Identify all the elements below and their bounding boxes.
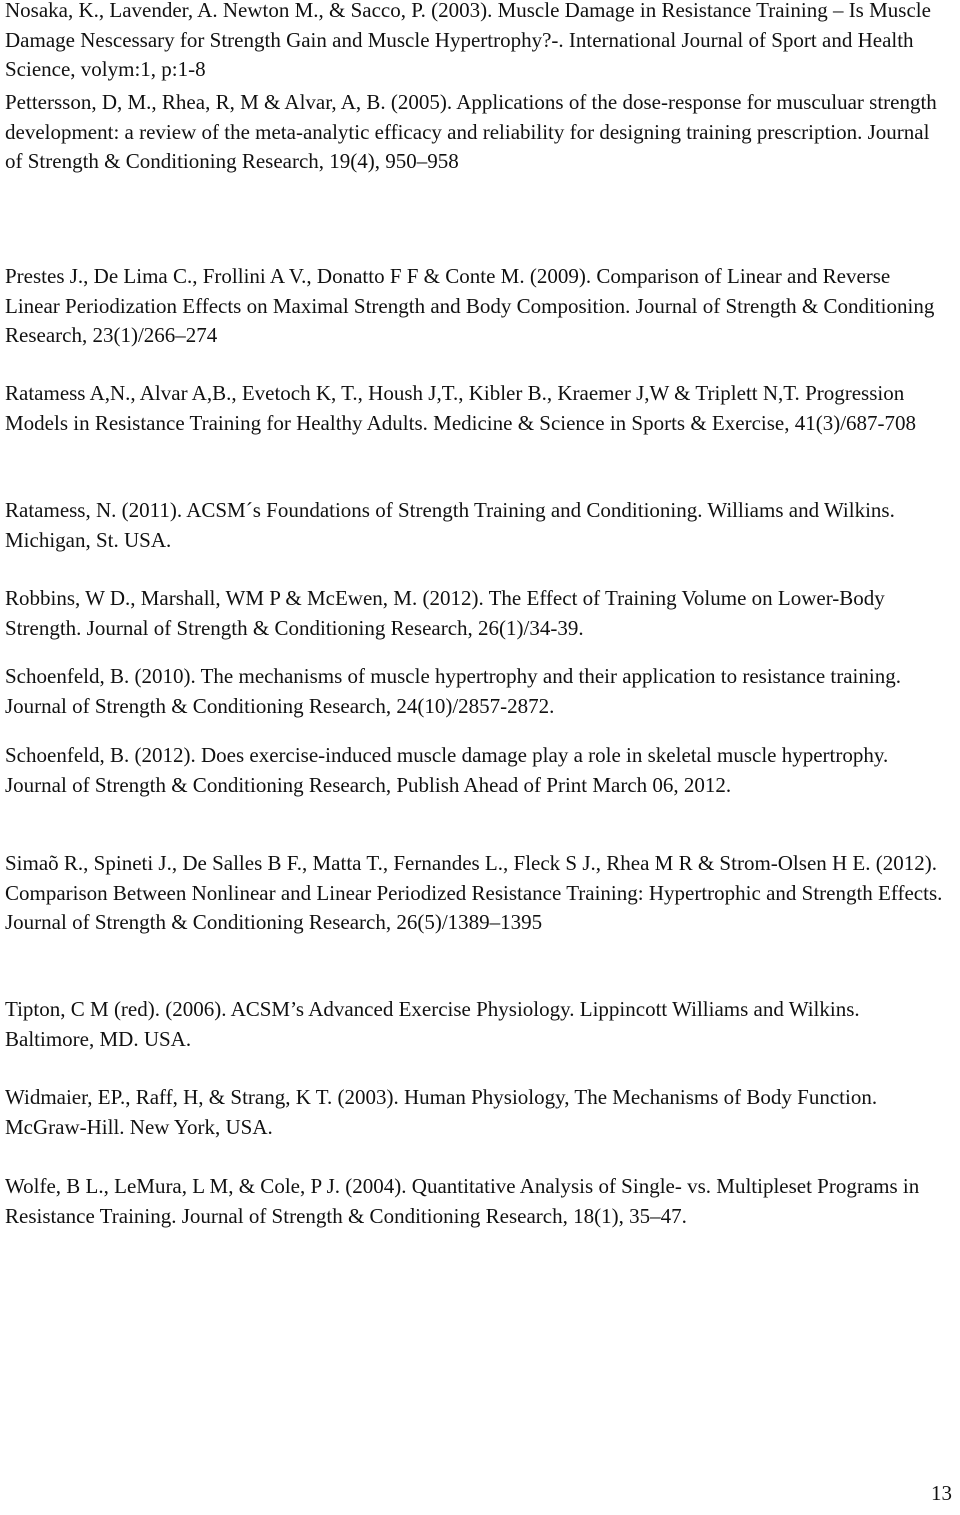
reference-entry [5, 662, 950, 721]
reference-details: Comparison of Linear and Reverse Linear Periodization Effects on Maximal Strength and Body Composition. Journal of Strength & Conditioning Research, 23(1)/266–274 [5, 264, 935, 347]
reference-entry [5, 995, 950, 1054]
reference-details: ACSM’s Advanced Exercise Physiology. Lippincott Williams and Wilkins. Baltimore, MD. USA. [5, 997, 860, 1051]
reference-details: Comparison Between Nonlinear and Linear Periodized Resistance Training: Hypertrophic and Strength Effects. Journal of Strength & Conditioning Research, 26(5)/1389–1395 [5, 880, 943, 934]
reference-entry [5, 262, 950, 351]
reference-entry [5, 849, 950, 938]
reference-entry [5, 584, 950, 643]
reference-details: The Effect of Training Volume on Lower-Body Strength. Journal of Strength & Conditioning Research, 26(1)/34-39. [5, 586, 885, 640]
reference-details: Does exercise-induced muscle damage play a role in skeletal muscle hypertrophy. Journal of Strength & Conditioning Research, Publish Ahead of Print March 06, 2012. [5, 743, 889, 797]
reference-entry [5, 1172, 950, 1231]
reference-authors: Wolfe, B L., LeMura, L M, & Cole, P J. (2004). [5, 1174, 407, 1198]
reference-entry [5, 1083, 950, 1142]
reference-details: ACSM´s Foundations of Strength Training and Conditioning. Williams and Wilkins. Michigan, St. USA. [5, 498, 895, 552]
reference-entry [5, 379, 950, 438]
page-number: 13 [931, 1481, 952, 1505]
reference-details: Progression Models in Resistance Training for Healthy Adults. Medicine & Science in Sports & Exercise, 41(3)/687-708 [5, 381, 917, 435]
reference-entry [5, 741, 950, 800]
reference-details: Quantitative Analysis of Single- vs. Multipleset Programs in Resistance Training. Journal of Strength & Conditioning Research, 18(1), 35–47. [5, 1174, 920, 1228]
reference-entry [5, 0, 950, 85]
reference-details: The mechanisms of muscle hypertrophy and their application to resistance training. Journal of Strength & Conditioning Research, 24(10)/2857-2872. [5, 664, 901, 718]
reference-authors: Simaõ R., Spineti J., De Salles B F., Matta T., Fernandes L., Fleck S J., Rhea M R & Strom-Olsen H E. (2012). [5, 851, 937, 875]
reference-authors: Ratamess A,N., Alvar A,B., Evetoch K, T., Housh J,T., Kibler B., Kraemer J,W & Triplett N,T. [5, 381, 800, 405]
reference-details: Muscle Damage in Resistance Training – Is Muscle Damage Nescessary for Strength Gain and Muscle Hypertrophy?-. International Journal of Sport and Health Science, volym:1, p:1-8 [5, 0, 931, 81]
reference-authors: Ratamess, N. (2011). [5, 498, 183, 522]
reference-authors: Nosaka, K., Lavender, A. Newton M., & Sacco, P. (2003). [5, 0, 493, 22]
reference-authors: Pettersson, D, M., Rhea, R, M & Alvar, A, B. (2005). [5, 90, 453, 114]
reference-entry [5, 496, 950, 555]
reference-authors: Prestes J., De Lima C., Frollini A V., Donatto F F & Conte M. (2009). [5, 264, 592, 288]
reference-authors: Tipton, C M (red). (2006). [5, 997, 227, 1021]
reference-authors: Widmaier, EP., Raff, H, & Strang, K T. (2003). [5, 1085, 399, 1109]
reference-authors: Robbins, W D., Marshall, WM P & McEwen, M. (2012). [5, 586, 484, 610]
reference-entry [5, 88, 950, 177]
reference-details: Human Physiology, The Mechanisms of Body Function. McGraw-Hill. New York, USA. [5, 1085, 878, 1139]
reference-authors: Schoenfeld, B. (2012). [5, 743, 196, 767]
reference-details: Applications of the dose-response for musculuar strength development: a review of the meta-analytic efficacy and reliability for designing training prescription. Journal of Strength & Conditioning Research, 19(4), 950–958 [5, 90, 937, 173]
reference-authors: Schoenfeld, B. (2010). [5, 664, 196, 688]
